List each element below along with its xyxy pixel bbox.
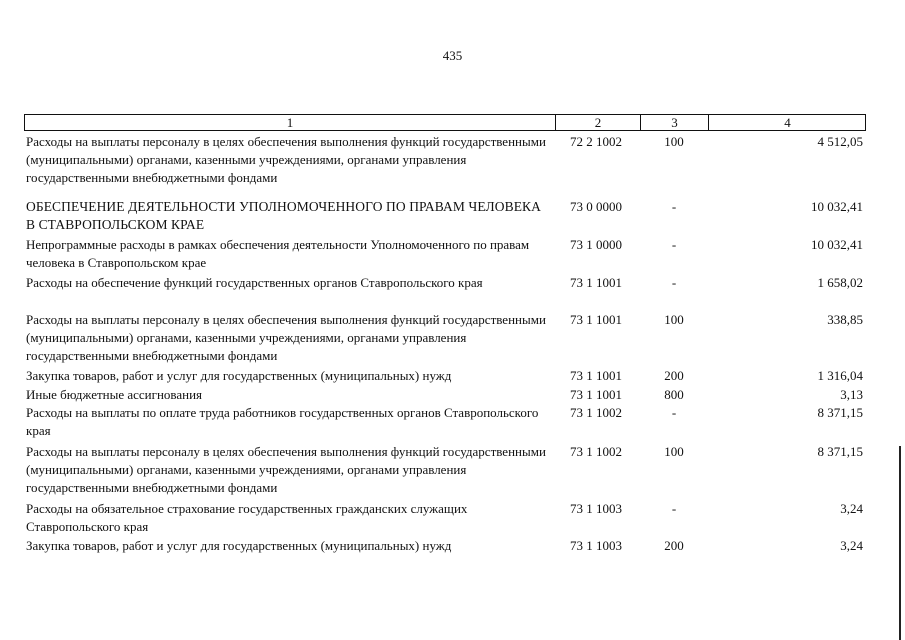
row-kind: 200 (664, 538, 684, 553)
page-number: 435 (442, 48, 463, 63)
row-amount: 10 032,41 (811, 199, 863, 214)
row-description: Расходы на выплаты персоналу в целях обеспечения выполнения функций государственными (муниципальными) органами, казенными учреждениями, органами управления государственными внебюджетными фондами (26, 312, 546, 363)
row-kind: 100 (664, 312, 684, 327)
row-code: 73 1 1002 (570, 444, 622, 459)
row-description: Закупка товаров, работ и услуг для государственных (муниципальных) нужд (26, 538, 452, 553)
row-kind: - (671, 501, 677, 516)
row-kind: 800 (664, 387, 684, 402)
row-description: Расходы на выплаты персоналу в целях обеспечения выполнения функций государственными (муниципальными) органами, казенными учреждениями, органами управления государственными внебюджетными фондами (26, 134, 546, 185)
row-kind: - (671, 275, 677, 290)
header-col-1: 1 (25, 115, 556, 130)
row-amount: 4 512,05 (817, 134, 863, 149)
row-description: ОБЕСПЕЧЕНИЕ ДЕЯТЕЛЬНОСТИ УПОЛНОМОЧЕННОГО ПО ПРАВАМ ЧЕЛОВЕКА В СТАВРОПОЛЬСКОМ КРАЕ (26, 199, 542, 232)
row-description: Расходы на обязательное страхование государственных гражданских служащих Ставропольского края (26, 501, 468, 534)
row-amount: 338,85 (827, 312, 863, 327)
row-amount: 3,24 (840, 501, 863, 516)
row-kind: - (671, 199, 677, 214)
row-amount: 1 658,02 (817, 275, 863, 290)
row-amount: 8 371,15 (817, 444, 863, 459)
row-kind: 100 (664, 134, 684, 149)
row-description: Расходы на обеспечение функций государственных органов Ставропольского края (26, 275, 483, 290)
row-code: 73 1 1001 (570, 312, 622, 327)
row-amount: 10 032,41 (811, 237, 863, 252)
row-code: 72 2 1002 (570, 134, 622, 149)
row-amount: 1 316,04 (817, 368, 863, 383)
row-description: Закупка товаров, работ и услуг для государственных (муниципальных) нужд (26, 368, 452, 383)
scan-edge-line (899, 446, 901, 640)
row-amount: 3,24 (840, 538, 863, 553)
header-col-3: 3 (641, 115, 709, 130)
row-code: 73 1 0000 (570, 237, 622, 252)
row-code: 73 0 0000 (570, 199, 622, 214)
header-col-2: 2 (556, 115, 641, 130)
row-amount: 8 371,15 (817, 405, 863, 420)
row-description: Иные бюджетные ассигнования (26, 387, 203, 402)
row-code: 73 1 1003 (570, 501, 622, 516)
row-code: 73 1 1001 (570, 368, 622, 383)
row-kind: - (671, 237, 677, 252)
header-col-4: 4 (784, 115, 791, 130)
row-amount: 3,13 (840, 387, 863, 402)
row-description: Расходы на выплаты персоналу в целях обеспечения выполнения функций государственными (муниципальными) органами, казенными учреждениями, органами управления государственными внебюджетными фондами (26, 444, 546, 495)
row-kind: 100 (664, 444, 684, 459)
row-description: Непрограммные расходы в рамках обеспечения деятельности Уполномоченного по правам человека в Ставропольском крае (26, 237, 530, 270)
row-code: 73 1 1001 (570, 275, 622, 290)
row-code: 73 1 1002 (570, 405, 622, 420)
row-description: Расходы на выплаты по оплате труда работников государственных органов Ставропольского края (26, 405, 539, 438)
row-kind: - (671, 405, 677, 420)
row-kind: 200 (664, 368, 684, 383)
row-code: 73 1 1001 (570, 387, 622, 402)
row-code: 73 1 1003 (570, 538, 622, 553)
table-header (24, 114, 866, 131)
